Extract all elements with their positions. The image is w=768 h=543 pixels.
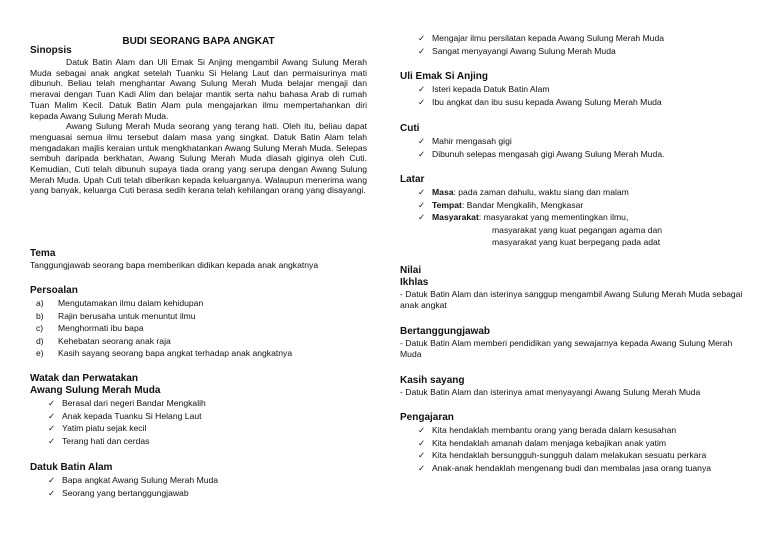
list-item: [30, 397, 367, 410]
check-icon: ✓: [48, 487, 56, 498]
item-text: Isteri kepada Datuk Batin Alam: [432, 84, 550, 94]
list-item: [30, 322, 367, 335]
item-text: Ibu angkat dan ibu susu kepada Awang Sulung Merah Muda: [432, 96, 662, 107]
check-icon: ✓: [418, 212, 426, 223]
check-icon: ✓: [418, 136, 426, 146]
sinopsis-section: [30, 45, 367, 196]
ikhlas-text: - Datuk Batin Alam dan isterinya sanggup mengambil Awang Sulung Merah Muda sebagai anak angkat: [400, 289, 743, 310]
bertanggungjawab-text: - Datuk Batin Alam memberi pendidikan yang sewajarnya kepada Awang Sulung Merah Muda: [400, 338, 733, 359]
uli-heading: Uli Emak Si Anjing: [400, 71, 488, 82]
list-item: [400, 96, 745, 109]
check-icon: ✓: [418, 199, 426, 210]
item-label: c): [36, 323, 44, 334]
check-icon: ✓: [418, 450, 426, 461]
item-text: Mengutamakan ilmu dalam kehidupan: [58, 298, 204, 308]
masyarakat-label: Masyarakat: [432, 212, 479, 223]
item-text: Kasih sayang seorang bapa angkat terhadap anak angkatnya: [58, 348, 293, 359]
latar-masyarakat: [400, 211, 745, 224]
sinopsis-heading: Sinopsis: [30, 45, 72, 56]
list-item: [30, 347, 367, 360]
uli-section: [400, 71, 745, 108]
check-icon: ✓: [418, 462, 426, 473]
pengajaran-section: [400, 412, 745, 474]
latar-tempat: [400, 199, 745, 212]
persoalan-section: [30, 285, 367, 360]
list-item: [400, 45, 745, 58]
item-text: Dibunuh selepas mengasah gigi Awang Sulung Merah Muda.: [432, 148, 665, 159]
check-icon: ✓: [418, 148, 426, 159]
item-text: Sangat menyayangi Awang Sulung Merah Muda: [432, 45, 616, 56]
item-text: Kehebatan seorang anak raja: [58, 335, 171, 346]
watak-section: [30, 373, 367, 447]
pengajaran-heading: Pengajaran: [400, 412, 454, 423]
item-text: Anak-anak hendaklah mengenang budi dan membalas jasa orang tuanya: [432, 462, 712, 473]
tema-section: [30, 248, 367, 271]
tempat-label: Tempat: [432, 199, 462, 210]
list-item: [30, 422, 367, 435]
item-text: Mahir mengasah gigi: [432, 136, 512, 146]
tema-text: Tanggungjawab seorang bapa memberikan didikan kepada anak angkatnya: [30, 260, 319, 270]
list-item: [30, 310, 367, 323]
list-item: [30, 474, 367, 487]
list-item: [30, 410, 367, 423]
item-text: Anak kepada Tuanku Si Helang Laut: [62, 410, 202, 421]
check-icon: ✓: [418, 425, 426, 435]
check-icon: ✓: [418, 33, 426, 43]
item-label: d): [36, 335, 44, 346]
persoalan-heading: Persoalan: [30, 285, 78, 296]
check-icon: ✓: [48, 410, 56, 421]
item-text: Bapa angkat Awang Sulung Merah Muda: [62, 475, 219, 485]
sinopsis-paragraph-2: Awang Sulung Merah Muda seorang yang terang hati. Oleh itu, beliau dapat menguasai semua ilmu tersebut dalam masa yang singkat. Datuk Batin Alam telah mengadakan majlis keraian untuk mengkhatankan Awang Sulung Merah Muda. Selepas sembuh daripada berkhatan, Awang Sulung Merah Muda diasah giginya oleh Cuti. Kemudian, Cuti telah dibunuh supaya tiada orang yang serupa dengan Awang Sulung Merah Muda. Upah Cuti telah diberikan kepada keluarganya. Walaupun menerima wang yang banyak, keluarga Cuti berasa sedih kerana telah kehilangan orang yang disayangi.: [30, 121, 367, 196]
check-icon: ✓: [48, 435, 56, 446]
list-item: [400, 32, 745, 45]
item-text: Kita hendaklah amanah dalam menjaga kebajikan anak yatim: [432, 437, 667, 448]
item-label: b): [36, 310, 44, 321]
nilai-heading: Nilai: [400, 265, 422, 276]
bertanggungjawab-heading: Bertanggungjawab: [400, 326, 491, 337]
list-item: [400, 424, 745, 437]
tempat-text: : Bandar Mengkalih, Mengkasar: [461, 199, 584, 210]
check-icon: ✓: [418, 187, 426, 197]
datuk-heading: Datuk Batin Alam: [30, 462, 113, 473]
kasih-heading: Kasih sayang: [400, 375, 465, 386]
check-icon: ✓: [418, 45, 426, 56]
document-title: BUDI SEORANG BAPA ANGKAT: [122, 36, 275, 47]
cuti-section: [400, 123, 745, 160]
list-item: [400, 135, 745, 148]
item-label: a): [36, 298, 44, 308]
check-icon: ✓: [48, 423, 56, 434]
check-icon: ✓: [48, 475, 56, 485]
item-text: Berasal dari negeri Bandar Mengkalih: [62, 398, 206, 408]
item-text: Rajin berusaha untuk menuntut ilmu: [58, 310, 196, 321]
item-text: Yatim piatu sejak kecil: [62, 423, 147, 434]
list-item: [400, 83, 745, 96]
item-text: Seorang yang bertanggungjawab: [62, 487, 189, 498]
sinopsis-paragraph-1: Datuk Batin Alam dan Uli Emak Si Anjing mengambil Awang Sulung Merah Muda sebagai anak angkat setelah Tuanku Si Helang Laut dan permaisurinya mati dibunuh. Beliau telah menghantar Awang Sulung Merah Muda belajar mengaji dan meravai dengan Tuan Kadi Alim dan belajar mantik serta nahu bahasa Arab di rumah Tuan Malim Kecil. Datuk Batin Alam pula mengajarkan ilmu mempertahankan diri kepada Awang Sulung Merah Muda.: [30, 57, 367, 121]
check-icon: ✓: [418, 84, 426, 94]
item-text: Kita hendaklah bersungguh-sungguh dalam melakukan sesuatu perkara: [432, 450, 707, 461]
check-icon: ✓: [48, 398, 56, 408]
datuk-continued: [400, 32, 745, 57]
masyarakat-line-2: masyarakat yang kuat pegangan agama dan: [492, 224, 663, 235]
masa-text: : pada zaman dahulu, waktu siang dan malam: [453, 187, 629, 197]
check-icon: ✓: [418, 437, 426, 448]
list-item: [400, 437, 745, 450]
item-label: e): [36, 348, 44, 359]
tema-heading: Tema: [30, 248, 56, 259]
item-text: Kita hendaklah membantu orang yang berada dalam kesusahan: [432, 425, 677, 435]
cuti-heading: Cuti: [400, 123, 420, 134]
list-item: [400, 148, 745, 161]
watak-heading: Watak dan Perwatakan: [30, 373, 139, 384]
datuk-section: [30, 462, 367, 499]
ikhlas-heading: Ikhlas: [400, 277, 429, 288]
list-item: [30, 335, 367, 348]
kasih-section: [400, 375, 745, 398]
check-icon: ✓: [418, 96, 426, 107]
latar-masa: [400, 186, 745, 199]
masyarakat-line-3: masyarakat yang kuat berpegang pada adat: [492, 237, 661, 248]
list-item: [30, 487, 367, 500]
list-item: [30, 297, 367, 310]
awang-heading: Awang Sulung Merah Muda: [30, 385, 161, 396]
list-item: [30, 435, 367, 448]
nilai-section: [400, 265, 745, 311]
latar-heading: Latar: [400, 174, 425, 185]
item-text: Terang hati dan cerdas: [62, 435, 150, 446]
masyarakat-text: : masyarakat yang mementingkan ilmu,: [478, 212, 629, 223]
item-text: Menghormati ibu bapa: [58, 323, 144, 334]
latar-section: [400, 174, 745, 249]
list-item: [400, 462, 745, 475]
bertanggungjawab-section: [400, 326, 745, 360]
list-item: [400, 449, 745, 462]
item-text: Mengajar ilmu persilatan kepada Awang Sulung Merah Muda: [432, 33, 665, 43]
masa-label: Masa: [432, 187, 454, 197]
kasih-text: - Datuk Batin Alam dan isterinya amat menyayangi Awang Sulung Merah Muda: [400, 387, 701, 397]
